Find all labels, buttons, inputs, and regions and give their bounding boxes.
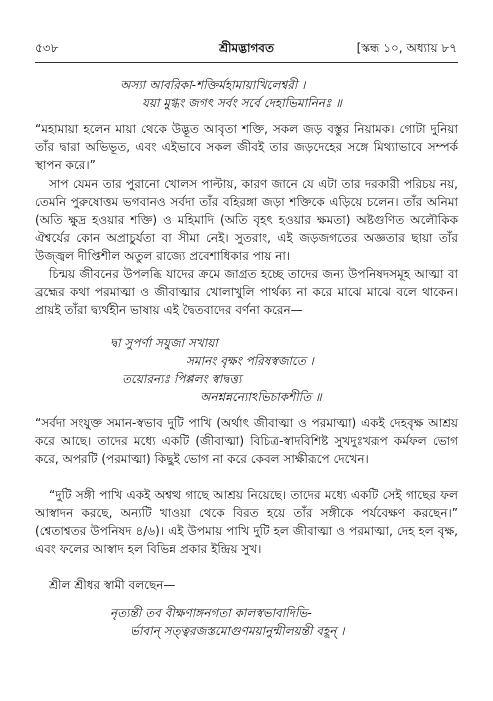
verse-line: অস্যা আবরিকা-শক্তির্মহামায়াখিলেশ্বরী । bbox=[120, 78, 306, 92]
verse-line: র্ভাবান্ সত্ত্বরজস্তমোগুণময়ানুন্মীলয়ন্তী বহূন্ । bbox=[130, 624, 345, 638]
translation-paragraph: “মহামায়া হলেন মায়া থেকে উদ্ভূত আবৃতা শক্তি, সকল জড় বস্তুর নিয়ামক। গোটা দুনিয়া তাঁর দ্বারা অভিভূত, এবং এইভাবে সকল জীবই তার জড়দেহের সঙ্গে মিথ্যাভাবে সম্পর্ক স্থাপন করে।” bbox=[35, 122, 458, 172]
verse-line: নৃত্যন্তী তব বীক্ষণাঙ্গনগতা কালস্বভাবাদিভি- bbox=[110, 606, 312, 620]
verse-line: সমানং বৃক্ষং পরিষস্বজাতে । bbox=[186, 354, 314, 368]
body-paragraph: চিন্ময় জীবনের উপলব্ধি যাদের ক্রমে জাগ্রত হচ্ছে তাদের জন্য উপনিষদসমূহ আত্মা বা ব্রহ্মের কথা পরমাত্মা ও জীবাত্মার খোলাখুলি পার্থক্য না করে মাঝে মাঝে বলে থাকেন। প্রায়ই তাঁরা দ্ব্যর্থহীন ভাষায় এই দ্বৈতবাদের বর্ণনা করেন— bbox=[35, 267, 458, 317]
translation-paragraph: “সর্বদা সংযুক্ত সমান-স্বভাব দুটি পাখি (অর্থাৎ জীবাত্মা ও পরমাত্মা) একই দেহবৃক্ষ আশ্রয় করে আছে। তাদের মধ্যে একটি (জীবাত্মা) বিচিত্র-স্বাদবিশিষ্ট সুখদুঃখরূপ কর্মফল ভোগ করে, অপরটি (পরমাত্মা) কিছুই ভোগ না করে কেবল সাক্ষীরূপে দেখেন। bbox=[35, 416, 458, 466]
body-paragraph: সাপ যেমন তার পুরানো খোলস পাল্টায়, কারণ জানে যে এটা তার দরকারী পরিচয় নয়, তেমনি পুরুষোত্তম ভগবানও সর্বদা তাঁর বহিরঙ্গা জড়া শক্তিকে এড়িয়ে চলেন। তাঁর অনিমা (অতি ক্ষুদ্র হওয়ার শক্তি) ও মহিমাদি (অতি বৃহৎ হওয়ার ক্ষমতা) অষ্টগুণিত অলৌকিক ঐশ্বর্যের কোন অপ্রাচুর্যতা বা সীমা নেই। সুতরাং, এই জড়জগতের অজ্ঞতার ছায়া তাঁর উজ্জ্বল দীপ্তিশীল অতুল রাজ্যে প্রবেশাধিকার পায় না। bbox=[35, 177, 458, 263]
verse-line: যয়া মুগ্ধং জগৎ সর্বং সর্বে দেহাভিমানিনঃ ॥ bbox=[142, 96, 342, 110]
book-title: শ্রীমদ্ভাগবত bbox=[218, 41, 274, 55]
verse-line: তয়োরন্যঃ পিপ্পলং স্বাদ্বত্ত্য bbox=[122, 372, 242, 386]
chapter-reference: [স্কন্ধ ১০, অধ্যায় ৮৭ bbox=[356, 41, 457, 55]
verse-line: দ্বা সুপর্ণা সযুজা সখায়া bbox=[110, 336, 218, 350]
body-paragraph: “দুটি সঙ্গী পাখি একই অশ্বত্থ গাছে আশ্রয় নিয়েছে। তাদের মধ্যে একটি সেই গাছের ফল আস্বাদন করছে, অন্যটি খাওয়া থেকে বিরত হয়ে তাঁর সঙ্গীকে পর্যবেক্ষণ করছেন।” (শ্বেতাশ্বতর উপনিষদ ৪/৬)। এই উপমায় পাখি দুটি হল জীবাত্মা ও পরমাত্মা, দেহ হল বৃক্ষ, এবং ফলের আস্বাদ হল বিভিন্ন প্রকার ইন্দ্রিয় সুখ। bbox=[35, 488, 458, 556]
page-number: ৫৩৮ bbox=[35, 41, 59, 55]
body-paragraph: শ্রীল শ্রীধর স্বামী বলছেন— bbox=[49, 578, 176, 592]
header-rule bbox=[35, 62, 458, 63]
verse-line: অনশ্নন্নন্যোঽভিচাকশীতি ॥ bbox=[200, 390, 322, 404]
